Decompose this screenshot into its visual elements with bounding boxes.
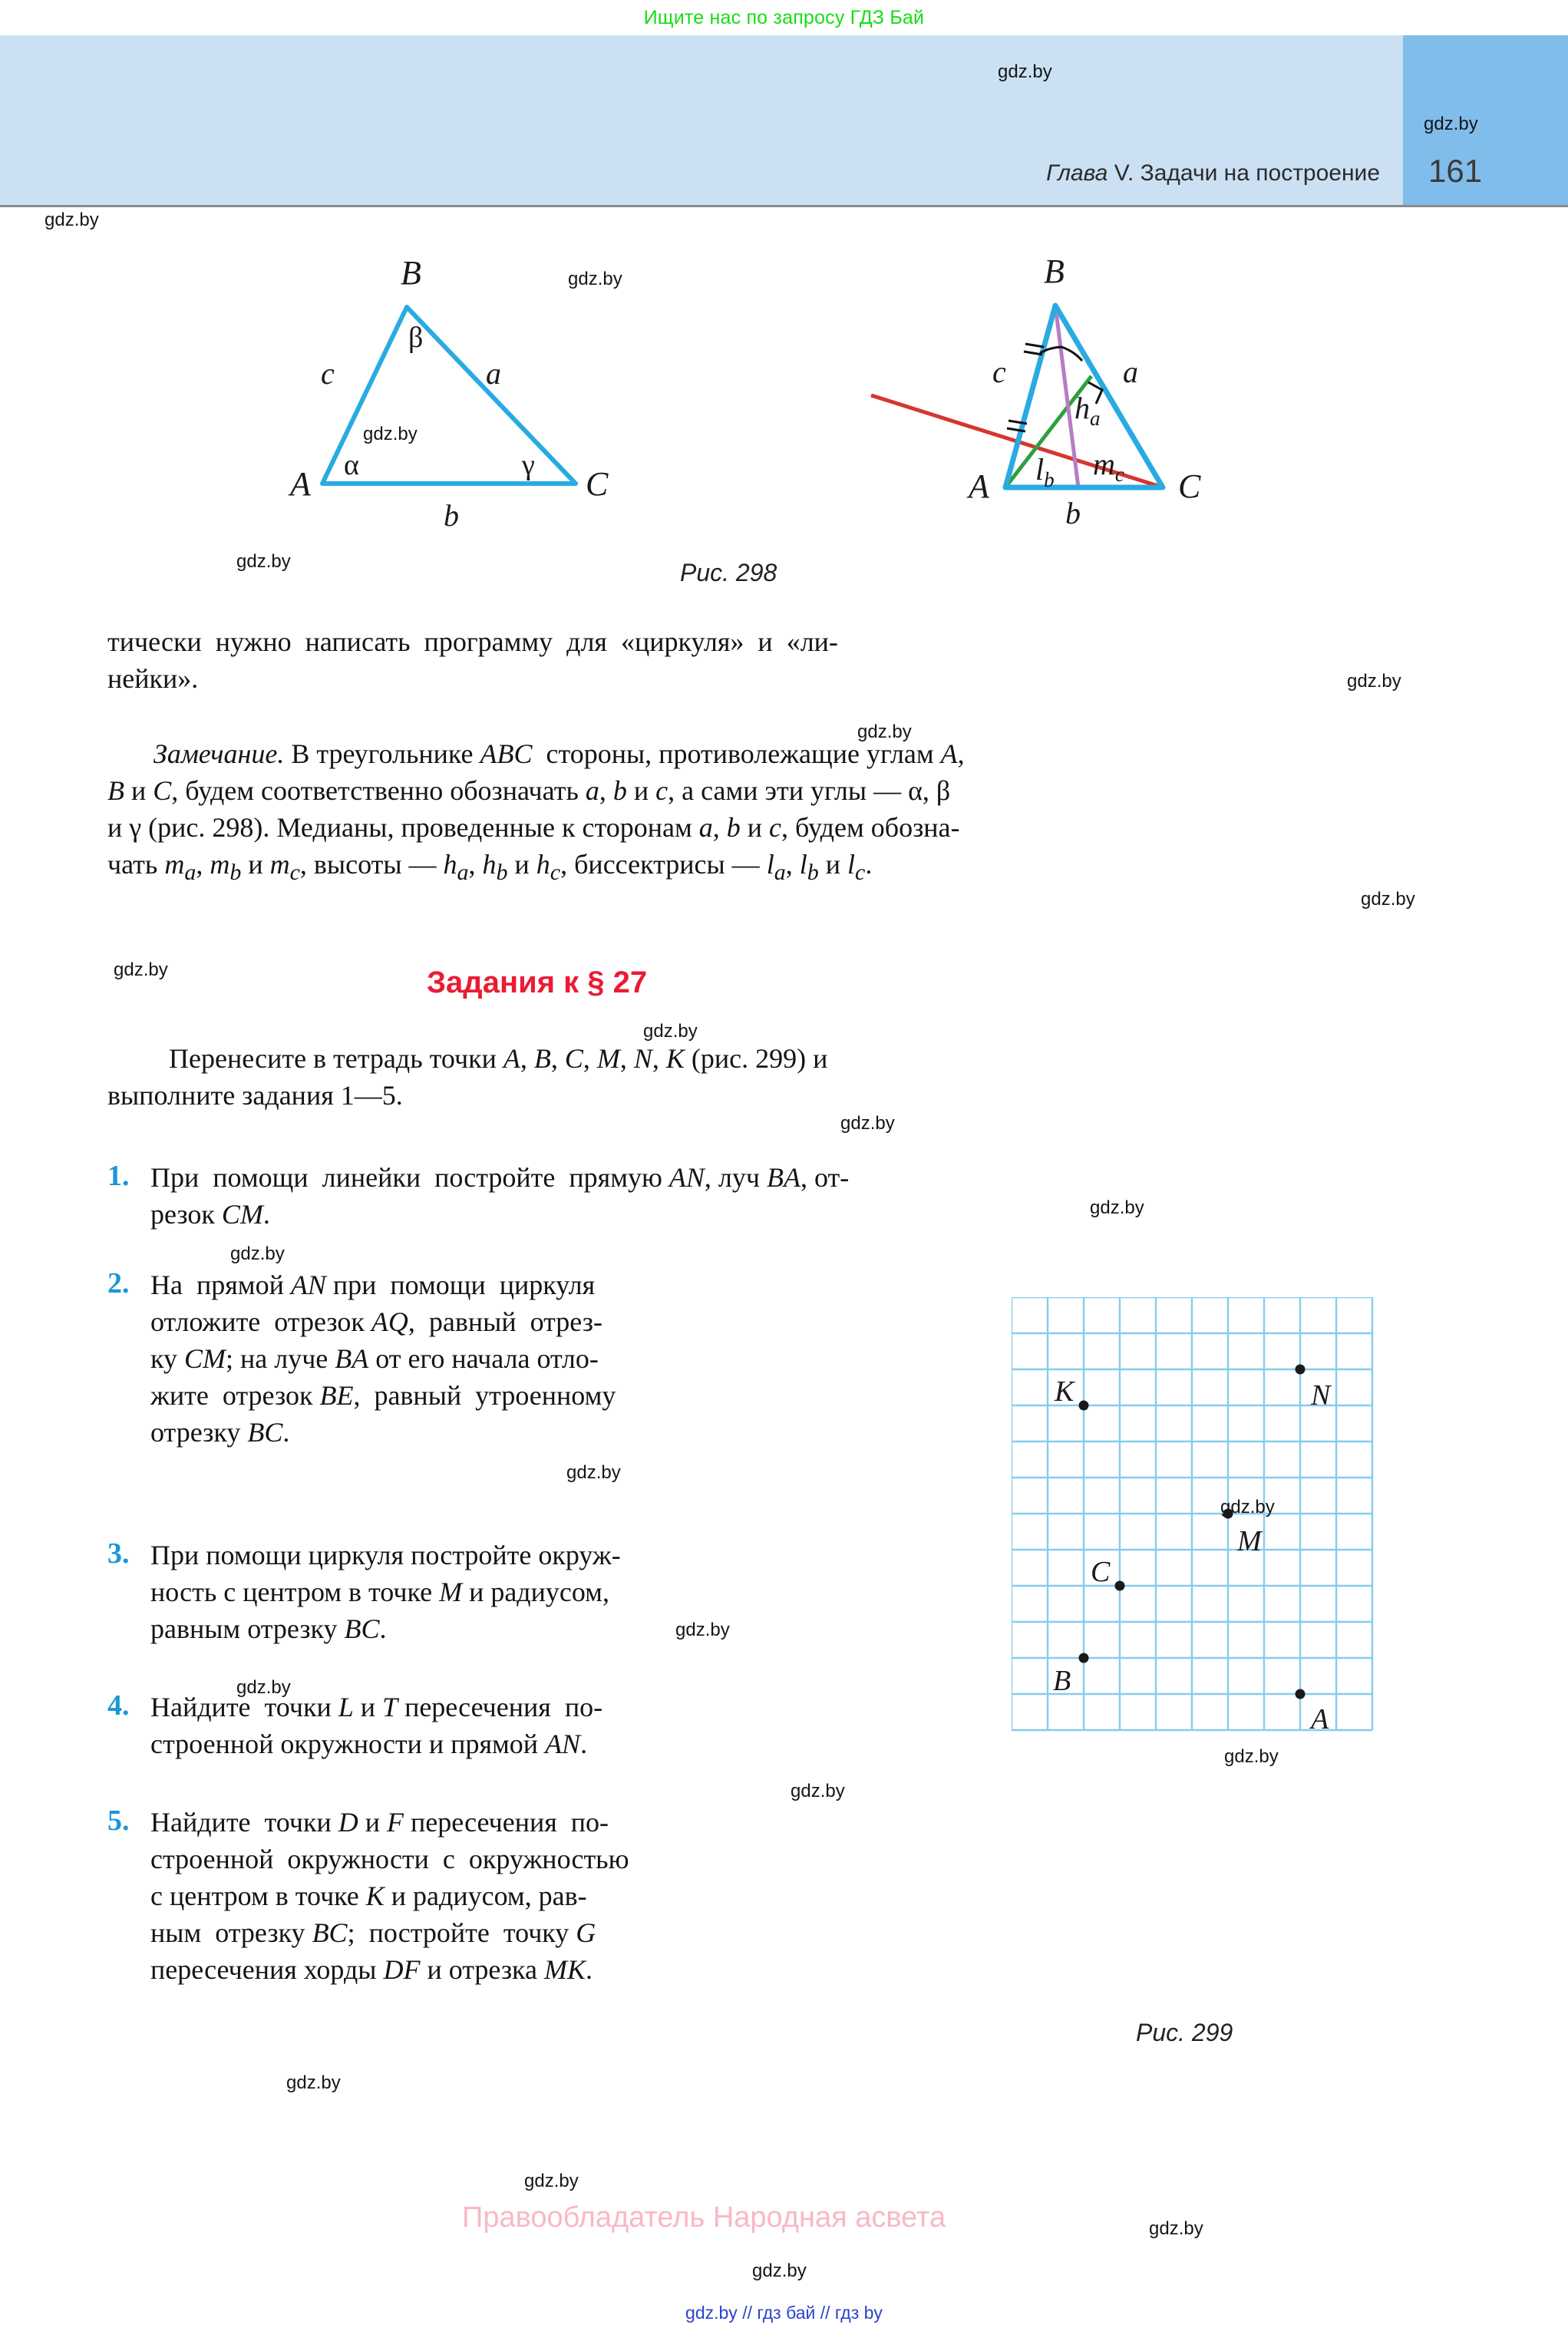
chapter-title-text: V. Задачи на построение [1108,160,1380,186]
task-number-5: 5. [107,1805,130,1837]
paragraph-note-line3: и γ (рис. 298). Медианы, проведенные к сторонам a, b и c, будем обозна- [107,812,960,843]
task-5-line1: Найдите точки D и F пересечения по- [150,1807,609,1838]
task-text-5 [150,1804,941,1988]
gdz-watermark: gdz.by [675,1620,730,1640]
paragraph-continuation-line2: нейки». [107,663,199,694]
gdz-watermark: gdz.by [1224,1746,1279,1767]
angle-label-gamma: γ [522,449,535,481]
cevian-label-ha: $h_a$ [1074,391,1101,430]
paragraph-note-line1 [107,735,1458,772]
gdz-watermark: gdz.by [568,269,622,289]
task-text-4 [150,1689,941,1762]
note-label: Замечание. [153,738,285,769]
point-label-N: N [1311,1379,1331,1412]
point-marker-K [1079,1401,1089,1411]
task-2-line2: отложите отрезок AQ, равный отрез- [150,1306,602,1337]
chapter-title [1046,160,1380,187]
vertex-label-C-left: C [586,465,609,503]
task-item-5 [107,1804,959,1988]
gdz-watermark: gdz.by [1090,1197,1144,1218]
gdz-watermark: gdz.by [791,1781,845,1801]
point-marker-M [1223,1509,1233,1519]
task-number-2: 2. [107,1267,130,1299]
section-title: Задания к § 27 [427,966,648,999]
task-text-1 [150,1159,1378,1233]
cevian-label-mc: $m_c$ [1093,447,1124,486]
side-label-a-right: a [1123,355,1138,389]
paragraph-continuation-line1: тически нужно написать программу для «циркуля» и «ли- [107,626,838,657]
task-2-line4: жите отрезок BE, равный утроенному [150,1380,616,1411]
page-number: 161 [1428,153,1483,189]
figure-298-svg [230,230,1343,537]
gdz-watermark: gdz.by [840,1113,895,1134]
gdz-watermark: gdz.by [363,424,418,444]
site-promo-banner [0,0,1568,35]
gdz-watermark: gdz.by [1149,2218,1203,2239]
point-marker-N [1296,1365,1306,1375]
figure-298-caption: Рис. 298 [680,559,777,586]
vertex-label-A-left: A [290,465,311,503]
gdz-watermark: gdz.by [524,2171,579,2191]
site-promo-banner-text: Ищите нас по запросу ГДЗ Бай [643,6,925,28]
task-4-line2: строенной окружности и прямой AN. [150,1729,588,1759]
task-5-line4: ным отрезку BC; постройте точку G [150,1917,596,1948]
figure-298 [230,230,1343,537]
copyright-watermark: Правообладатель Народная асвета [462,2201,946,2234]
paragraph-continuation [107,623,1458,697]
task-5-line2: строенной окружности с окружностью [150,1844,629,1874]
task-3-line1: При помощи циркуля постройте окруж- [150,1540,621,1570]
point-marker-C [1115,1581,1125,1591]
side-label-c-left: c [321,356,335,391]
point-label-C: C [1091,1556,1111,1588]
page-header-band [0,35,1568,207]
figure-299-svg [1012,1297,1380,1758]
point-label-M: M [1237,1525,1262,1557]
vertex-label-C-right: C [1178,467,1201,505]
vertex-label-A-right: A [969,467,989,505]
task-1-line1: При помощи линейки постройте прямую AN, луч BA, от- [150,1162,850,1193]
task-item-2 [107,1266,959,1451]
task-3-line2: ность с центром в точке M и радиусом, [150,1577,609,1607]
side-label-b-right: b [1065,496,1081,530]
task-5-line3: с центром в точке K и радиусом, рав- [150,1881,587,1911]
task-number-4: 4. [107,1689,130,1722]
paragraph-note [107,735,1458,891]
task-5-line5: пересечения хорды DF и отрезка MK. [150,1954,593,1985]
angle-label-alpha: α [344,449,359,481]
gdz-watermark: gdz.by [45,210,99,230]
figure-299 [1012,1297,1380,1758]
gdz-watermark: gdz.by [1424,114,1478,134]
section-intro-line1: Перенесите в тетрадь точки A, B, C, M, N, K (рис. 299) и [169,1043,828,1074]
triangle-abc-basic [322,307,576,484]
task-item-4 [107,1689,959,1762]
page-number-box [1403,35,1568,205]
section-intro [107,1040,1458,1114]
task-4-line1: Найдите точки L и T пересечения по- [150,1692,603,1722]
gdz-watermark: gdz.by [286,2072,341,2093]
gdz-watermark: gdz.by [1347,671,1401,692]
point-label-K: K [1055,1375,1074,1408]
section-intro-line2: выполните задания 1—5. [107,1080,403,1111]
task-text-2 [150,1266,941,1451]
vertex-label-B-right: B [1044,253,1065,290]
point-marker-A [1296,1689,1306,1699]
footer-links: gdz.by // гдз бай // гдз by [685,2303,883,2323]
point-label-A: A [1311,1703,1329,1735]
task-3-line3: равным отрезку BC. [150,1613,387,1644]
gdz-watermark: gdz.by [236,1677,291,1698]
paragraph-note-line4: чать $m_a$, $m_b$ и $m_c$, высоты — $h_a$, $h_b$ и $h_c$, биссектрисы — $l_a$, $l_b$ и $l_c$. [107,849,873,886]
vertex-label-B-left: B [401,254,421,292]
point-marker-B [1079,1653,1089,1663]
point-label-B: B [1053,1665,1071,1697]
task-number-1: 1. [107,1160,130,1192]
gdz-watermark: gdz.by [230,1243,285,1264]
gdz-watermark: gdz.by [566,1462,621,1483]
gdz-watermark: gdz.by [998,61,1052,82]
note-line1-text: В треугольнике ABC стороны, противолежащие углам A, [291,738,965,769]
task-2-line3: ку CM; на луче BA от его начала отло- [150,1343,599,1374]
side-label-b-left: b [444,498,459,533]
gdz-watermark: gdz.by [114,959,168,980]
task-item-3 [107,1537,959,1647]
task-number-3: 3. [107,1537,130,1570]
task-1-line2: резок CM. [150,1199,270,1230]
triangle-outline-left [322,307,576,484]
side-label-c-right: c [992,355,1006,389]
gdz-watermark: gdz.by [236,551,291,572]
task-item-1 [107,1159,1397,1233]
gdz-watermark: gdz.by [1361,889,1415,910]
chapter-label: Глава [1046,160,1108,186]
gdz-watermark: gdz.by [1220,1497,1275,1517]
angle-label-beta: β [408,322,424,354]
gdz-watermark: gdz.by [857,722,912,742]
task-2-line1: На прямой AN при помощи циркуля [150,1270,596,1300]
gdz-watermark: gdz.by [643,1021,698,1042]
task-text-3 [150,1537,941,1647]
gdz-watermark: gdz.by [752,2260,807,2281]
paragraph-note-line2: B и C, будем соответственно обозначать a, b и c, а сами эти углы — α, β [107,775,951,806]
side-label-a-left: a [486,356,501,391]
triangle-abc-cevians [871,305,1163,487]
figure-299-caption: Рис. 299 [1136,2019,1233,2046]
task-2-line5: отрезку BC. [150,1417,290,1448]
cevian-label-lb: $l_b$ [1035,452,1055,491]
